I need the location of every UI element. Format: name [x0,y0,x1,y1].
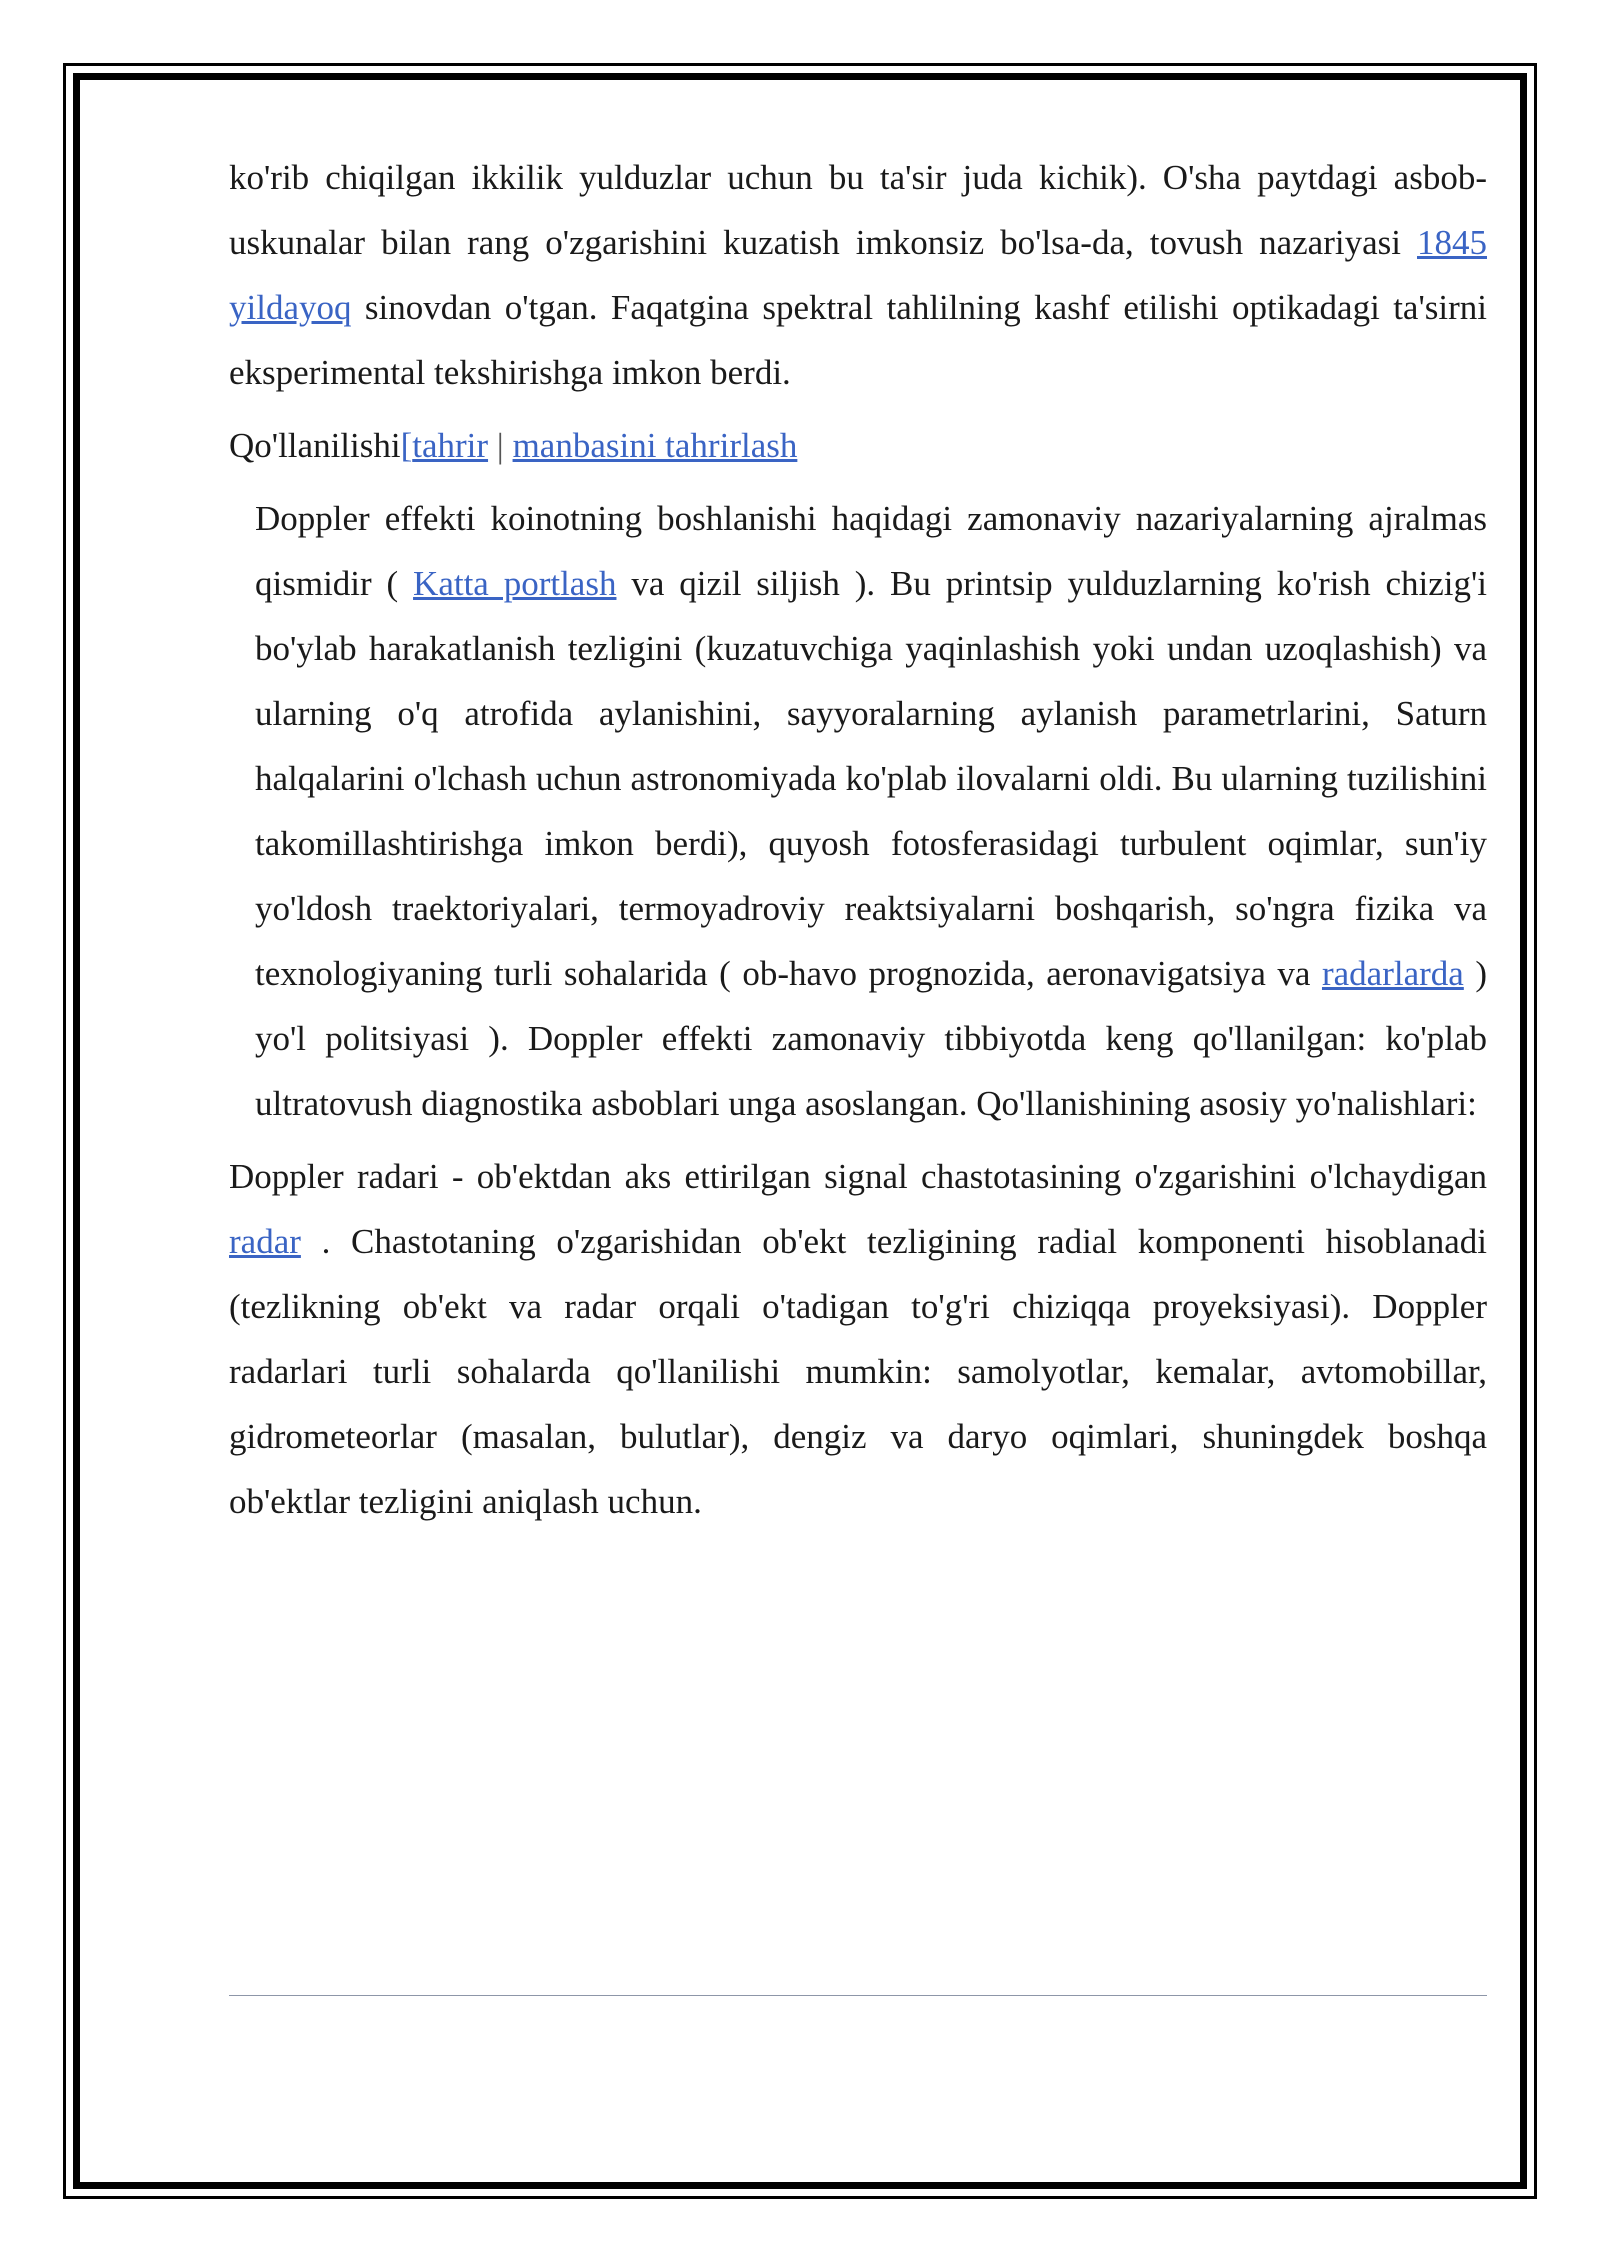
paragraph-applications-text-b: va qizil siljish ). Bu printsip yulduzlarning ko'rish chizig'i bo'ylab harakatlanish tezligini (kuzatuvchiga yaqinlashish yoki undan uzoqlashish) va ularning o'q atrofida aylanishini, sayyoralarning aylanish parametrlarini, Saturn halqalarini o'lchash uchun astronomiyada ko'plab ilovalarni oldi. Bu ularning tuzilishini takomillashtirishga imkon berdi), quyosh fotosferasidagi turbulent oqimlar, sun'iy yo'ldosh traektoriyalari, termoyadroviy reaktsiyalarni boshqarish, so'ngra fizika va texnologiyaning turli sohalarida ( ob-havo prognozida, aeronavigatsiya va [255,564,1487,993]
edit-separator: | [488,426,513,465]
link-radar[interactable]: radar [229,1222,301,1261]
section-title: Qo'llanilishi [229,426,401,465]
paragraph-history-text-b: sinovdan o'tgan. Faqatgina spektral tahlilning kashf etilishi optikadagi ta'sirni eksperimental tekshirishga imkon berdi. [229,288,1487,392]
paragraph-doppler-radar [229,1144,1487,1534]
paragraph-doppler-radar-text-a: Doppler radari - ob'ektdan aks ettirilgan signal chastotasining o'zgarishini o'lchaydigan [229,1157,1487,1196]
link-big-bang[interactable]: Katta portlash [413,564,617,603]
section-heading [229,413,1487,478]
edit-link[interactable]: tahrir [412,426,489,465]
edit-bracket: [ [400,426,413,465]
document-body [229,145,1487,1534]
footer-divider [229,1995,1487,1996]
link-1845[interactable]: 1845 yildayoq [229,223,1487,327]
edit-source-link[interactable]: manbasini tahrirlash [512,426,798,465]
paragraph-doppler-radar-text-b: . Chastotaning o'zgarishidan ob'ekt tezligining radial komponenti hisoblanadi (tezlikning ob'ekt va radar orqali o'tadigan to'g'ri chiziqqa proyeksiyasi). Doppler radarlari turli sohalarda qo'llanilishi mumkin: samolyotlar, kemalar, avtomobillar, gidrometeorlar (masalan, bulutlar), dengiz va daryo oqimlari, shuningdek boshqa ob'ektlar tezligini aniqlash uchun. [229,1222,1487,1521]
paragraph-applications [229,486,1487,1136]
paragraph-applications-text-a: Doppler effekti koinotning boshlanishi haqidagi zamonaviy nazariyalarning ajralmas qismidir ( [255,499,1487,603]
link-radars[interactable]: radarlarda [1321,954,1464,993]
paragraph-history [229,145,1487,405]
paragraph-applications-text-c: ) yo'l politsiyasi ). Doppler effekti zamonaviy tibbiyotda keng qo'llanilgan: ko'plab ultratovush diagnostika asboblari unga asoslangan. Qo'llanishining asosiy yo'nalishlari: [255,954,1488,1123]
paragraph-history-text-a: ko'rib chiqilgan ikkilik yulduzlar uchun bu ta'sir juda kichik). O'sha paytdagi asbob-uskunalar bilan rang o'zgarishini kuzatish imkonsiz bo'lsa-da, tovush nazariyasi [229,158,1487,262]
